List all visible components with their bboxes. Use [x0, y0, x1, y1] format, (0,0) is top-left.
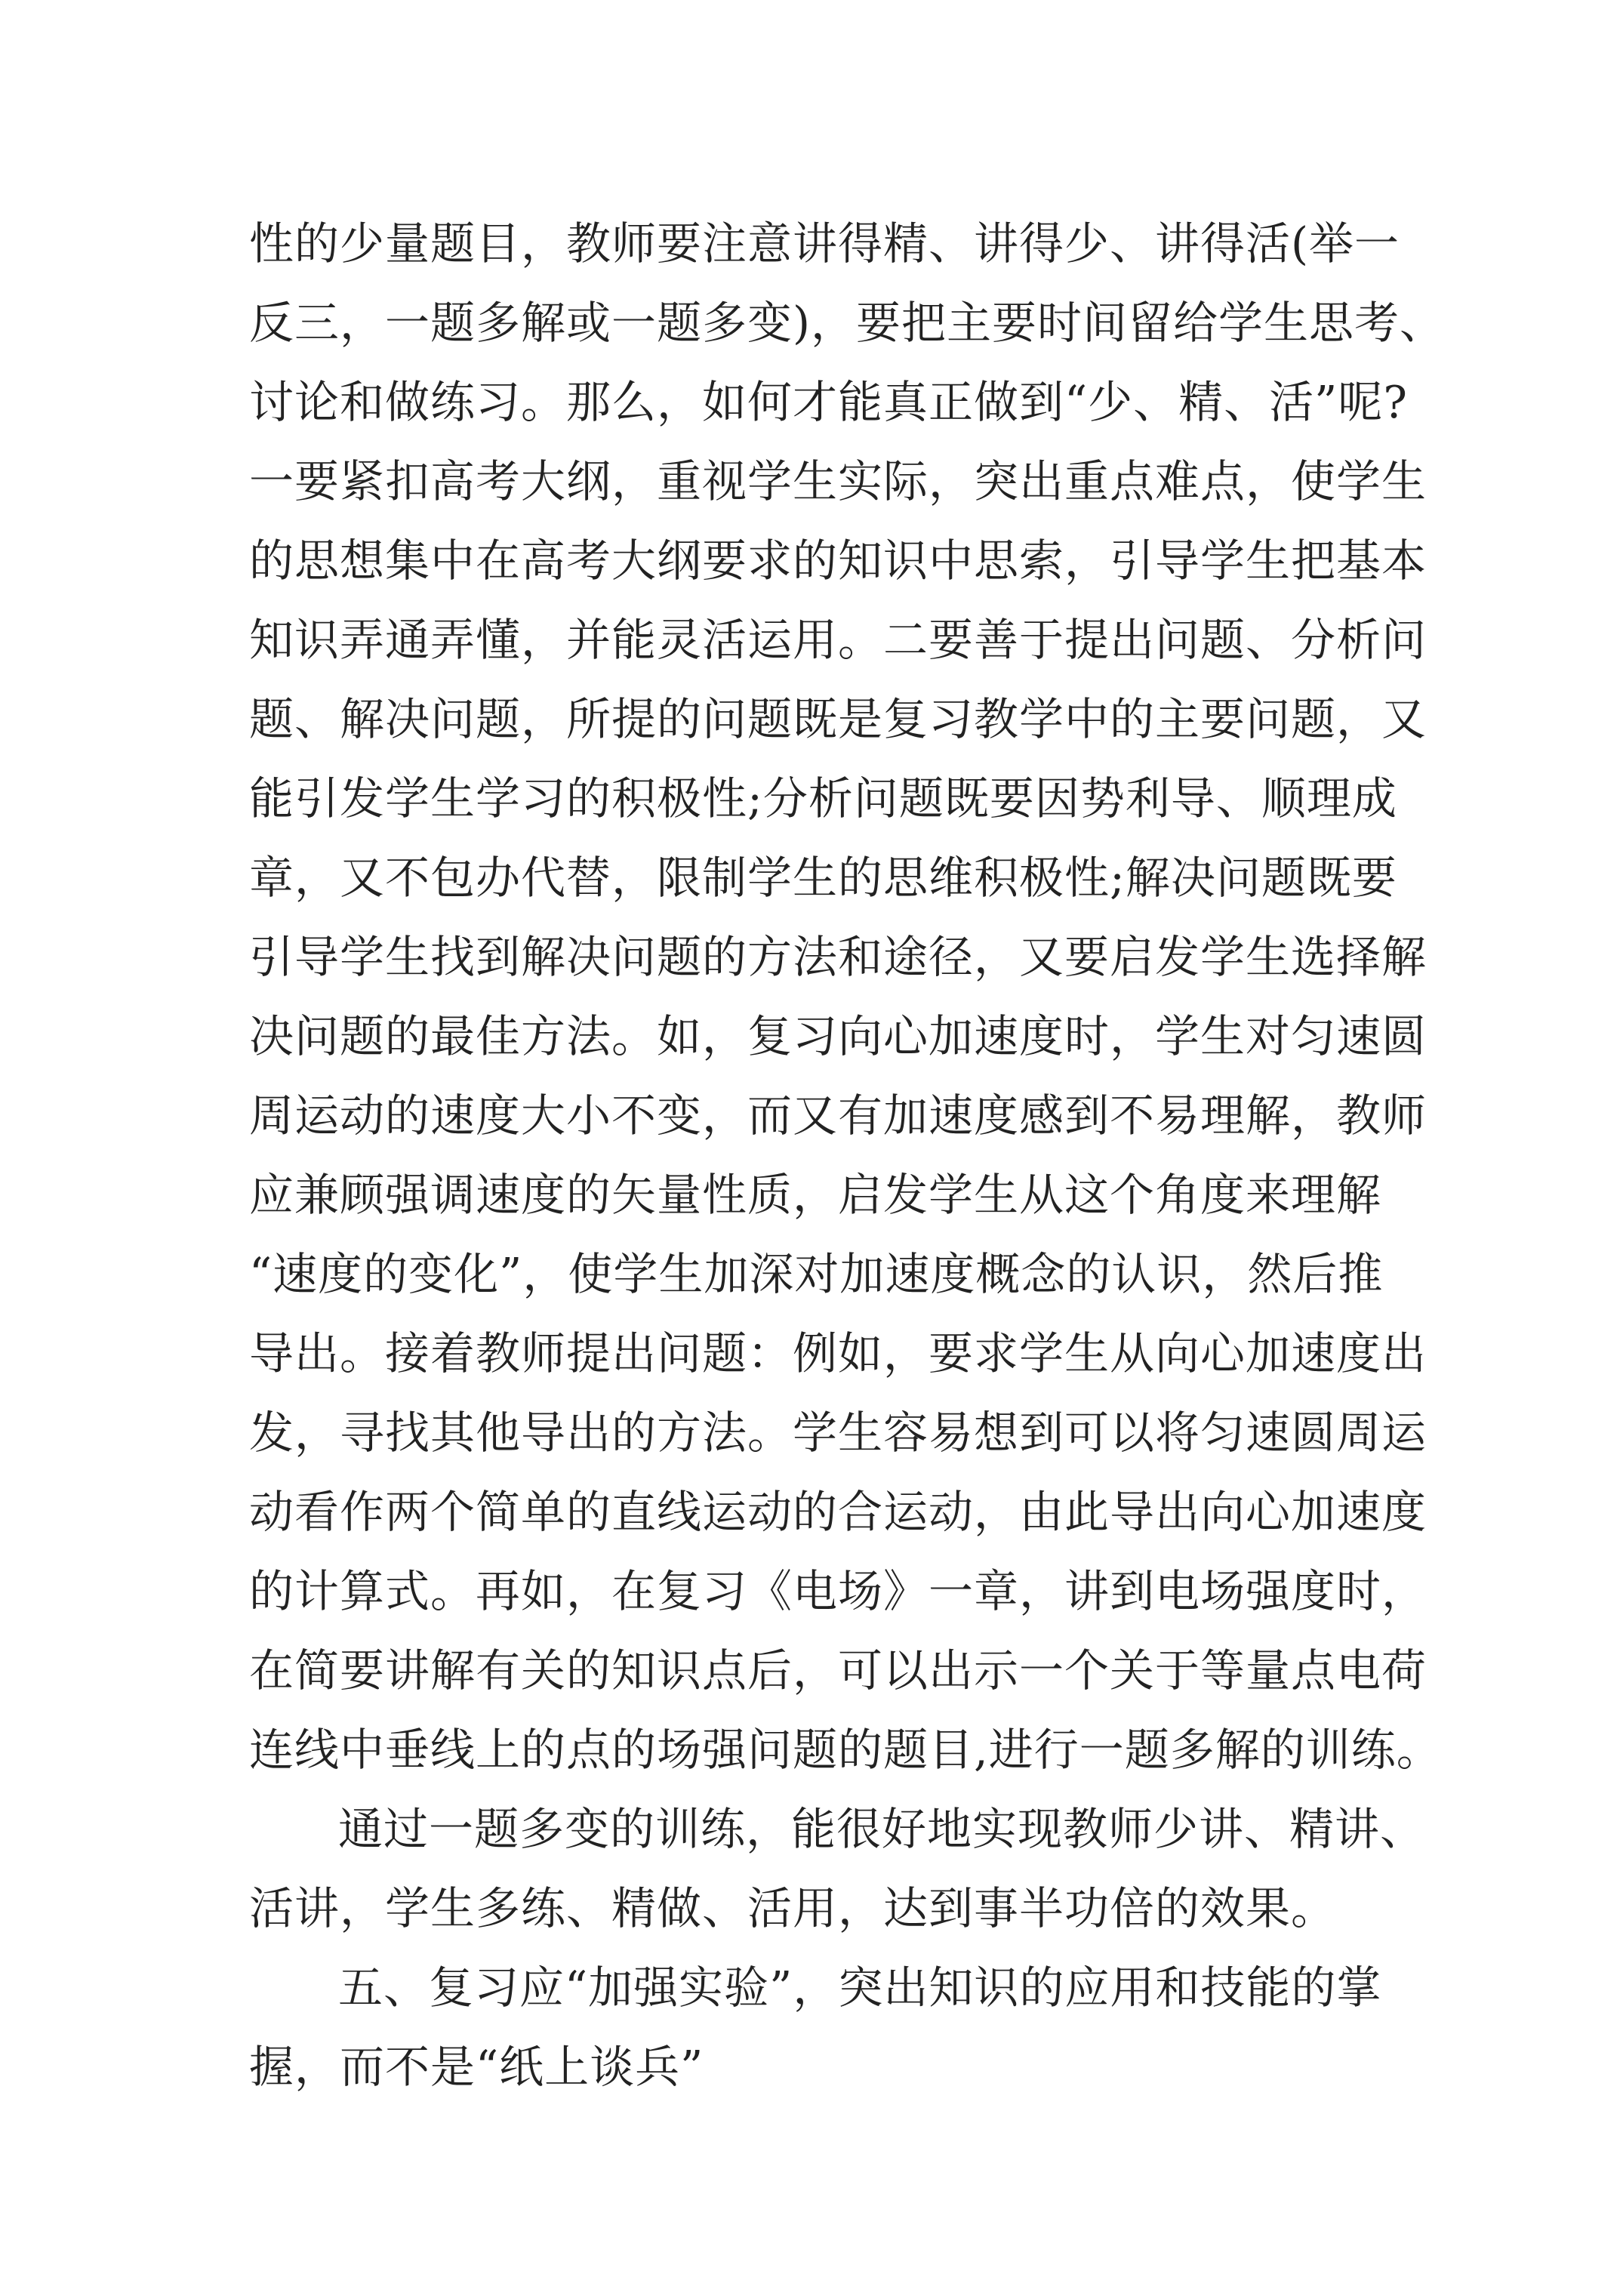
text-line: 知识弄通弄懂，并能灵活运用。二要善于提出问题、分析问	[249, 614, 1427, 666]
text-line: 一要紧扣高考大纲，重视学生实际，突出重点难点，使学生	[249, 455, 1427, 507]
section-heading-line: 五、复习应“加强实验”，突出知识的应用和技能的掌	[338, 1962, 1382, 2014]
text-line: 章，又不包办代替，限制学生的思维积极性;解决问题既要	[249, 852, 1397, 904]
text-line: 导出。接着教师提出问题：例如，要求学生从向心加速度出	[249, 1327, 1427, 1379]
text-line: 连线中垂线上的点的场强问题的题目,进行一题多解的训练。	[249, 1724, 1442, 1776]
text-line: 应兼顾强调速度的矢量性质，启发学生从这个角度来理解	[249, 1169, 1382, 1221]
text-line: 动看作两个简单的直线运动的合运动，由此导出向心加速度	[249, 1486, 1427, 1538]
text-line: 的计算式。再如，在复习《电场》一章，讲到电场强度时，	[249, 1565, 1427, 1617]
text-line: 活讲，学生多练、精做、活用，达到事半功倍的效果。	[249, 1882, 1337, 1934]
body-text	[249, 204, 1446, 2106]
text-line: 讨论和做练习。那么，如何才能真正做到“少、精、活”呢?	[249, 376, 1408, 428]
text-line: 能引发学生学习的积极性;分析问题既要因势利导、顺理成	[249, 772, 1397, 824]
text-line: 在简要讲解有关的知识点后，可以出示一个关于等量点电荷	[249, 1644, 1427, 1697]
text-line: 反三，一题多解或一题多变)，要把主要时间留给学生思考、	[249, 297, 1446, 349]
text-line: 的思想集中在高考大纲要求的知识中思索，引导学生把基本	[249, 535, 1427, 587]
text-line: “速度的变化”，使学生加深对加速度概念的认识，然后推	[249, 1248, 1384, 1300]
text-line: 性的少量题目，教师要注意讲得精、讲得少、讲得活(举一	[249, 217, 1400, 270]
text-line: 周运动的速度大小不变，而又有加速度感到不易理解，教师	[249, 1089, 1427, 1142]
text-line: 引导学生找到解决问题的方法和途径，又要启发学生选择解	[249, 931, 1427, 983]
section-heading-line: 握，而不是“纸上谈兵”	[249, 2041, 704, 2093]
text-line: 决问题的最佳方法。如，复习向心加速度时，学生对匀速圆	[249, 1010, 1427, 1062]
text-line: 发，寻找其他导出的方法。学生容易想到可以将匀速圆周运	[249, 1407, 1427, 1459]
text-line: 题、解决问题，所提的问题既是复习教学中的主要问题，又	[249, 693, 1427, 745]
paragraph-first-line: 通过一题多变的训练，能很好地实现教师少讲、精讲、	[338, 1803, 1426, 1855]
